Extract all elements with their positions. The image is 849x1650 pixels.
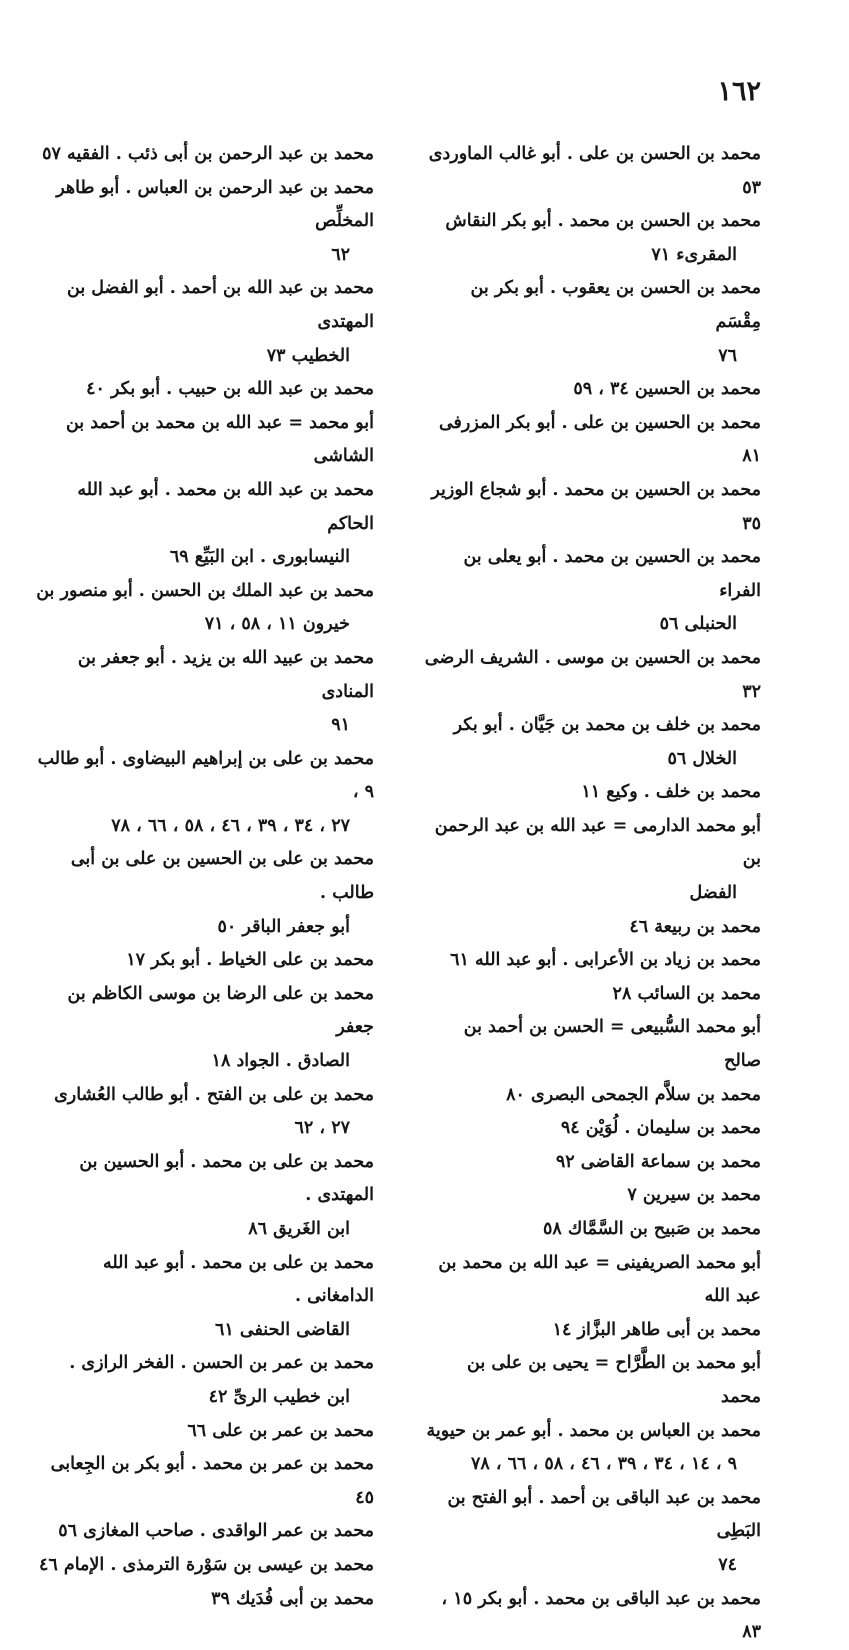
index-entry xyxy=(421,1415,761,1482)
index-entry-text: محمد بن سماعة القاضى ٩٢ xyxy=(555,1151,761,1172)
index-entry-continuation: الحنبلى ٥٦ xyxy=(659,614,737,635)
index-entry xyxy=(421,1482,761,1583)
index-entry xyxy=(421,205,761,272)
index-entry-continuation: أبو جعفر الباقر ٥٠ xyxy=(217,916,350,937)
index-entry-text: محمد بن ربيعة ٤٦ xyxy=(629,916,761,937)
index-entry-text: محمد بن عبد الرحمن بن العباس . أبو طاهر المخلِّص xyxy=(56,177,374,232)
index-entry-text: محمد بن خلف بن محمد بن جَيَّان . أبو بكر xyxy=(453,715,761,736)
page-number: ١٦٢ xyxy=(717,76,761,107)
index-entry-text: محمد بن عبيد الله بن يزيد . أبو جعفر بن المنادى xyxy=(77,647,374,702)
index-column-right xyxy=(421,138,761,1650)
index-entry xyxy=(421,1146,761,1180)
index-entry-continuation: ٧٦ xyxy=(718,345,737,366)
index-entry-text: محمد بن عمر الواقدى . صاحب المغازى ٥٦ xyxy=(58,1521,374,1542)
index-entry xyxy=(421,1347,761,1414)
index-entry xyxy=(29,1079,374,1146)
index-entry-text: أبو محمد الصريفينى = عبد الله بن محمد بن عبد الله xyxy=(438,1252,761,1307)
index-entry-text: محمد بن عيسى بن سَوْرة الترمذى . الإمام ٤٦ xyxy=(38,1554,374,1575)
index-entry-text: محمد بن الحسن بن يعقوب . أبو بكر بن مِقْسَم xyxy=(470,278,761,332)
index-entry-text: محمد بن الحسين بن محمد . أبو شجاع الوزير ٣٥ xyxy=(431,479,761,534)
index-entry-text: أبو محمد بن الطَّرَّاح = يحيى بن على بن محمد xyxy=(467,1353,761,1407)
index-entry-text: محمد بن عمر بن على ٦٦ xyxy=(187,1420,374,1441)
index-entry-continuation: ابن خطيب الرىِّ ٤٢ xyxy=(208,1386,350,1407)
index-entry-text: محمد بن على بن إبراهيم البيضاوى . أبو طالب ٩ ، xyxy=(37,748,374,803)
index-entry-text: محمد بن الحسن بن محمد . أبو بكر النقاش xyxy=(445,211,761,232)
index-entry-continuation: ابن الغَريق ٨٦ xyxy=(248,1219,350,1239)
index-entry xyxy=(29,474,374,575)
index-entry xyxy=(29,1549,374,1583)
index-entry-text: محمد بن سيرين ٧ xyxy=(627,1185,761,1206)
index-entry-text: محمد بن عبد الباقى بن محمد . أبو بكر ١٥ ، ٨٣ xyxy=(441,1588,761,1643)
index-entry-text: محمد بن سلاَّم الجمحى البصرى ٨٠ xyxy=(506,1084,761,1105)
index-entry-continuation: القاضى الحنفى ٦١ xyxy=(214,1319,350,1340)
index-entry-text: محمد بن على بن الفتح . أبو طالب العُشارى xyxy=(54,1084,374,1105)
index-entry-text: محمد بن عبد الله بن أحمد . أبو الفضل بن المهتدى xyxy=(67,278,374,332)
index-entry xyxy=(421,1079,761,1113)
index-entry xyxy=(421,776,761,810)
index-entry-text: محمد بن سليمان . لُوَيْن ٩٤ xyxy=(560,1118,761,1139)
index-entry xyxy=(29,1415,374,1449)
index-entry-continuation: المقرىء ٧١ xyxy=(651,244,737,265)
index-entry xyxy=(29,944,374,978)
index-entry xyxy=(29,1146,374,1247)
index-entry xyxy=(29,575,374,642)
index-entry xyxy=(29,1583,374,1617)
index-entry-text: محمد بن عمر بن محمد . أبو بكر بن الجِعابى ٤٥ xyxy=(50,1454,374,1508)
index-entry xyxy=(421,1112,761,1146)
index-entry-text: محمد بن الحسين ٣٤ ، ٥٩ xyxy=(573,379,761,400)
index-entry xyxy=(421,407,761,474)
index-entry-text: محمد بن على بن محمد . أبو الحسين بن المهتدى . xyxy=(79,1151,374,1206)
index-entry xyxy=(421,911,761,945)
index-entry xyxy=(29,172,374,273)
index-entry xyxy=(421,1213,761,1247)
index-entry xyxy=(29,373,374,407)
index-entry xyxy=(421,373,761,407)
index-entry-continuation: ٩ ، ١٤ ، ٣٤ ، ٣٩ ، ٤٦ ، ٥٨ ، ٦٦ ، ٧٨ xyxy=(471,1454,737,1475)
index-entry xyxy=(421,1179,761,1213)
index-entry-text: محمد بن عمر بن الحسن . الفخر الرازى . xyxy=(69,1353,374,1374)
index-entry xyxy=(421,541,761,642)
index-entry-text: محمد بن على بن الحسين بن على بن أبى طالب . xyxy=(70,849,374,904)
index-entry xyxy=(421,1011,761,1078)
index-entry-text: محمد بن الحسين بن موسى . الشريف الرضى ٣٢ xyxy=(424,647,761,702)
index-entry-text: محمد بن أبى طاهر البزَّاز ١٤ xyxy=(552,1319,761,1340)
index-entry-text: محمد بن الحسين بن محمد . أبو يعلى بن الفراء xyxy=(463,547,761,601)
index-entry-text: محمد بن عبد الله بن حبيب . أبو بكر ٤٠ xyxy=(86,379,374,400)
index-entry xyxy=(421,474,761,541)
index-entry xyxy=(421,944,761,978)
index-entry-text: أبو محمد الدارمى = عبد الله بن عبد الرحمن بن xyxy=(434,815,761,870)
index-entry xyxy=(29,272,374,373)
index-entry-text: محمد بن الحسن بن على . أبو غالب الماوردى ٥٣ xyxy=(428,144,761,198)
index-entry xyxy=(421,1583,761,1650)
index-entry xyxy=(421,138,761,205)
index-entry xyxy=(29,743,374,844)
index-entry xyxy=(29,1448,374,1515)
index-entry xyxy=(29,138,374,172)
index-entry-continuation: الخلال ٥٦ xyxy=(667,748,737,769)
index-column-left xyxy=(29,138,374,1616)
index-entry-continuation: ٢٧ ، ٣٤ ، ٣٩ ، ٤٦ ، ٥٨ ، ٦٦ ، ٧٨ xyxy=(111,815,350,836)
index-entry-continuation: ٧٤ xyxy=(718,1554,737,1575)
index-entry-continuation: الصادق . الجواد ١٨ xyxy=(211,1051,350,1072)
index-entry-text: محمد بن الحسين بن على . أبو بكر المزرفى ٨١ xyxy=(438,412,761,467)
index-entry-text: محمد بن على الخياط . أبو بكر ١٧ xyxy=(126,950,374,971)
index-entry xyxy=(29,1347,374,1414)
index-entry xyxy=(421,1247,761,1314)
index-entry-continuation: خيرون ١١ ، ٥٨ ، ٧١ xyxy=(204,614,350,635)
index-entry xyxy=(29,1247,374,1348)
index-entry-text: أبو محمد السُّبيعى = الحسن بن أحمد بن صالح xyxy=(463,1017,761,1072)
index-entry-continuation: النيسابورى . ابن البَيِّع ٦٩ xyxy=(169,547,350,568)
index-entry xyxy=(421,709,761,776)
index-entry xyxy=(29,978,374,1079)
index-entry-text: محمد بن السائب ٢٨ xyxy=(612,983,761,1004)
index-entry xyxy=(421,1314,761,1348)
index-entry-text: محمد بن على بن محمد . أبو عبد الله الدامغانى . xyxy=(102,1252,374,1307)
index-entry xyxy=(421,272,761,373)
index-entry-text: محمد بن عبد الملك بن الحسن . أبو منصور بن xyxy=(36,580,374,601)
index-entry-continuation: الفضل xyxy=(689,883,737,904)
index-entry-text: محمد بن عبد الرحمن بن أبى ذئب . الفقيه ٥٧ xyxy=(42,144,374,164)
index-entry-text: محمد بن عبد الله بن محمد . أبو عبد الله الحاكم xyxy=(77,479,374,534)
index-entry-continuation: ٦٢ xyxy=(331,244,350,265)
index-entry-text: محمد بن زياد بن الأعرابى . أبو عبد الله ٦١ xyxy=(450,950,761,971)
index-entry-continuation: ٢٧ ، ٦٢ xyxy=(294,1118,350,1139)
index-entry xyxy=(421,810,761,911)
index-entry-text: محمد بن على الرضا بن موسى الكاظم بن جعفر xyxy=(67,983,374,1038)
index-entry xyxy=(29,1515,374,1549)
index-entry-text: محمد بن خلف . وكيع ١١ xyxy=(581,782,761,803)
index-entry xyxy=(29,642,374,743)
index-entry-text: محمد بن العباس بن محمد . أبو عمر بن حيوية xyxy=(426,1420,761,1441)
index-entry xyxy=(29,843,374,944)
index-entry-text: محمد بن صَبيح بن السَّمَّاك ٥٨ xyxy=(542,1219,761,1239)
index-entry-text: محمد بن عبد الباقى بن أحمد . أبو الفتح بن البَطِى xyxy=(447,1487,761,1542)
index-entry-continuation: الخطيب ٧٣ xyxy=(266,345,350,366)
index-entry xyxy=(421,642,761,709)
index-entry xyxy=(29,407,374,474)
index-entry-text: محمد بن أبى فُدَيك ٣٩ xyxy=(211,1588,374,1609)
index-entry-text: أبو محمد = عبد الله بن محمد بن أحمد بن الشاشى xyxy=(65,412,374,467)
index-entry xyxy=(421,978,761,1012)
index-entry-continuation: ٩١ xyxy=(331,715,350,736)
